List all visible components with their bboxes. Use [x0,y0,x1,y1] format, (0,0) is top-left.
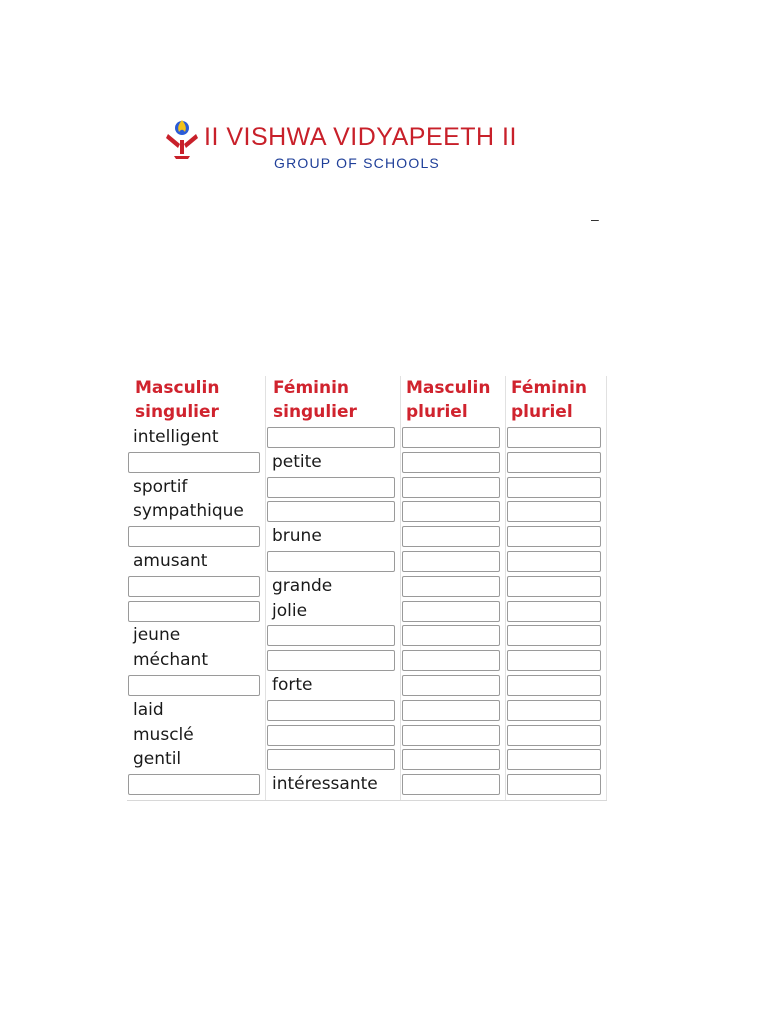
table-row [127,500,607,524]
table-row [127,748,607,772]
answer-box-feminin-pluriel[interactable] [507,551,601,572]
answer-box-masculin-singulier[interactable] [128,601,260,622]
column-header-feminin-singulier: Féminin singulier [273,378,357,422]
table-row [127,426,607,450]
answer-box-feminin-pluriel[interactable] [507,650,601,671]
given-word-feminin-singulier: grande [272,575,333,596]
given-word-masculin-singulier: musclé [133,724,194,745]
answer-box-masculin-pluriel[interactable] [402,551,500,572]
table-row [127,724,607,748]
answer-box-feminin-singulier[interactable] [267,749,395,770]
answer-box-masculin-pluriel[interactable] [402,477,500,498]
table-row [127,575,607,599]
table-row [127,649,607,673]
given-word-feminin-singulier: brune [272,526,322,547]
answer-box-feminin-singulier[interactable] [267,725,395,746]
adjective-worksheet-table [127,376,607,801]
answer-box-feminin-singulier[interactable] [267,625,395,646]
table-row [127,773,607,797]
table-row [127,699,607,723]
answer-box-masculin-pluriel[interactable] [402,501,500,522]
torch-emblem-icon [166,118,198,160]
answer-box-feminin-pluriel[interactable] [507,501,601,522]
school-logo [166,118,546,176]
table-row [127,550,607,574]
answer-box-masculin-singulier[interactable] [128,526,260,547]
answer-box-feminin-singulier[interactable] [267,427,395,448]
answer-box-feminin-pluriel[interactable] [507,452,601,473]
answer-box-masculin-singulier[interactable] [128,675,260,696]
answer-box-feminin-pluriel[interactable] [507,749,601,770]
column-header-feminin-pluriel: Féminin pluriel [511,378,588,422]
answer-box-feminin-singulier[interactable] [267,700,395,721]
column-header-masculin-pluriel: Masculin pluriel [406,378,491,422]
answer-box-masculin-pluriel[interactable] [402,625,500,646]
given-word-masculin-singulier: méchant [133,650,208,671]
answer-box-masculin-pluriel[interactable] [402,576,500,597]
answer-box-masculin-pluriel[interactable] [402,700,500,721]
answer-box-masculin-pluriel[interactable] [402,725,500,746]
given-word-feminin-singulier: forte [272,675,313,695]
given-word-masculin-singulier: jeune [133,625,181,646]
table-row [127,476,607,500]
answer-box-masculin-pluriel[interactable] [402,749,500,770]
given-word-masculin-singulier: sportif [133,476,188,497]
given-word-masculin-singulier: laid [133,699,164,720]
answer-box-feminin-pluriel[interactable] [507,526,601,547]
answer-box-feminin-pluriel[interactable] [507,477,601,498]
given-word-feminin-singulier: intéressante [272,774,378,795]
table-row [127,600,607,624]
answer-box-feminin-pluriel[interactable] [507,625,601,646]
table-row [127,525,607,549]
answer-box-masculin-singulier[interactable] [128,452,260,473]
answer-box-feminin-pluriel[interactable] [507,774,601,795]
given-word-masculin-singulier: gentil [133,749,182,770]
dash-mark: – [591,211,599,227]
answer-box-feminin-pluriel[interactable] [507,601,601,622]
table-row [127,451,607,475]
answer-box-feminin-pluriel[interactable] [507,675,601,696]
given-word-feminin-singulier: jolie [272,600,308,621]
answer-box-masculin-pluriel[interactable] [402,675,500,696]
brand-subtitle: GROUP OF SCHOOLS [274,155,440,171]
answer-box-masculin-pluriel[interactable] [402,452,500,473]
answer-box-feminin-singulier[interactable] [267,650,395,671]
table-row [127,674,607,698]
table-row [127,624,607,648]
given-word-feminin-singulier: petite [272,451,322,472]
answer-box-masculin-pluriel[interactable] [402,774,500,795]
answer-box-feminin-singulier[interactable] [267,551,395,572]
answer-box-feminin-singulier[interactable] [267,501,395,522]
answer-box-masculin-pluriel[interactable] [402,601,500,622]
answer-box-feminin-pluriel[interactable] [507,725,601,746]
answer-box-masculin-pluriel[interactable] [402,650,500,671]
answer-box-masculin-pluriel[interactable] [402,427,500,448]
answer-box-masculin-pluriel[interactable] [402,526,500,547]
given-word-masculin-singulier: intelligent [133,427,219,447]
answer-box-feminin-singulier[interactable] [267,477,395,498]
answer-box-feminin-pluriel[interactable] [507,576,601,597]
answer-box-masculin-singulier[interactable] [128,576,260,597]
given-word-masculin-singulier: amusant [133,551,208,571]
answer-box-feminin-pluriel[interactable] [507,427,601,448]
brand-name: II VISHWA VIDYAPEETH II [204,123,517,151]
answer-box-masculin-singulier[interactable] [128,774,260,795]
column-header-masculin-singulier: Masculin singulier [135,378,220,422]
answer-box-feminin-pluriel[interactable] [507,700,601,721]
given-word-masculin-singulier: sympathique [133,501,244,522]
